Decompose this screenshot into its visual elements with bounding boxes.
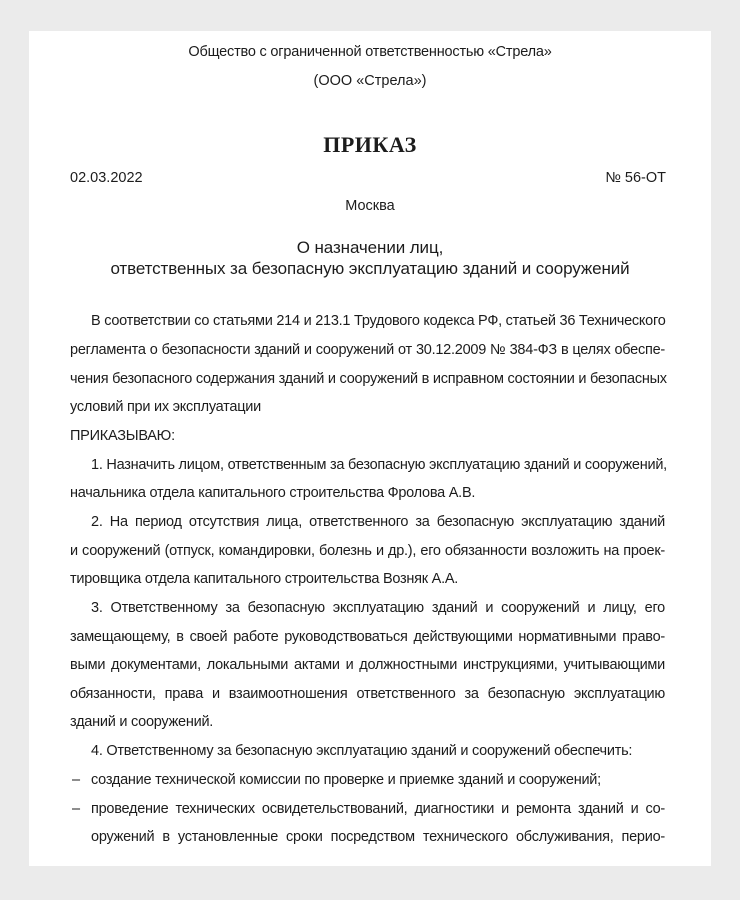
preamble-line: условий при их эксплуатации: [70, 399, 261, 415]
document-date: 02.03.2022: [70, 170, 143, 186]
subject-line-1: О назначении лиц,: [296, 238, 444, 257]
bullet-line: оружений в установленные сроки посредством технического обслуживания, перио-: [91, 829, 665, 845]
item-line: 4. Ответственному за безопасную эксплуатацию зданий и сооружений обеспечить:: [91, 743, 633, 759]
item-line: замещающему, в своей работе руководствоваться действующими нормативными право-: [70, 629, 665, 645]
organization-full-name: Общество с ограниченной ответственностью «Стрела»: [188, 44, 552, 60]
document-city: Москва: [345, 198, 395, 214]
item-line: 2. На период отсутствия лица, ответственного за безопасную эксплуатацию зданий: [91, 514, 665, 530]
item-line: тировщика отдела капитального строительства Возняк А.А.: [70, 571, 459, 587]
subject-line-2: ответственных за безопасную эксплуатацию зданий и сооружений: [110, 259, 630, 278]
item-line: начальника отдела капитального строительства Фролова А.В.: [70, 485, 476, 501]
document-subject: [29, 237, 711, 279]
item-line: выми документами, локальными актами и должностными инструкциями, учитывающими: [70, 657, 665, 673]
document-title: ПРИКАЗ: [323, 132, 417, 157]
item-line: обязанности, права и взаимоотношения ответственного за безопасную эксплуатацию: [70, 686, 665, 702]
dash-marker: –: [72, 772, 81, 788]
preamble-line: В соответствии со статьями 214 и 213.1 Трудового кодекса РФ, статьей 36 Технического: [91, 313, 666, 329]
item-line: и сооружений (отпуск, командировки, болезнь и др.), его обязанности возложить на проек-: [70, 543, 665, 559]
bullet-line: проведение технических освидетельствований, диагностики и ремонта зданий и со-: [91, 801, 665, 817]
order-word: ПРИКАЗЫВАЮ:: [70, 428, 175, 444]
organization-short-name: (ООО «Стрела»): [313, 73, 427, 89]
document-number: № 56-ОТ: [605, 170, 666, 186]
item-line: 1. Назначить лицом, ответственным за безопасную эксплуатацию зданий и сооружений,: [91, 457, 667, 473]
item-line: 3. Ответственному за безопасную эксплуатацию зданий и сооружений и лицу, его: [91, 600, 665, 616]
item-line: зданий и сооружений.: [70, 714, 214, 730]
preamble-line: чения безопасного содержания зданий и сооружений в исправном состоянии и безопасных: [70, 371, 667, 387]
preamble-line: регламента о безопасности зданий и сооружений от 30.12.2009 № 384-ФЗ в целях обеспе-: [70, 342, 665, 358]
bullet-line: создание технической комиссии по проверке и приемке зданий и сооружений;: [91, 772, 601, 788]
dash-marker: –: [72, 801, 81, 817]
document-page: [29, 31, 711, 866]
